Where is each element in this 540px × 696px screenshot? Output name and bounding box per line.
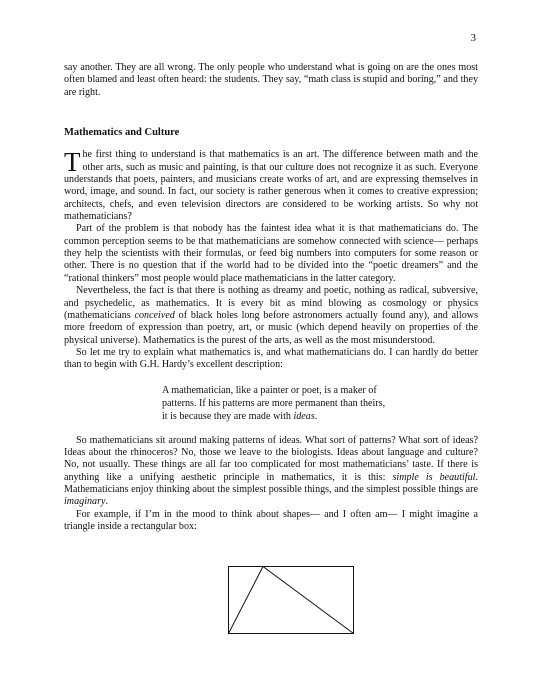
paragraph-3 <box>64 285 478 347</box>
paragraph-5 <box>64 435 478 509</box>
page-number: 3 <box>470 32 476 44</box>
rectangle-box <box>229 567 354 634</box>
paragraph-5-emphasis-2: imaginary <box>64 496 106 508</box>
quote-text-a: A mathematician, like a painter or poet, is a maker of patterns. If his patterns are more permanent than theirs, it is because they are made with <box>162 384 386 422</box>
document-body <box>64 62 478 533</box>
quote-text-b: . <box>314 410 318 422</box>
paragraph-5-emphasis-1: simple is beautiful <box>392 471 476 483</box>
drop-cap: T <box>64 147 81 178</box>
paragraph-3-text-b: of black holes long before astronomers actually found any), and allows more freedom of expression than poetry, art, or music (which depend heavily on properties of the physical universe). Mathematics is the purest of the arts, as well as the most misunderstood. <box>64 309 478 346</box>
hardy-quote <box>162 384 392 423</box>
triangle-in-box-figure <box>228 566 354 634</box>
paragraph-1 <box>64 149 478 223</box>
paragraph-5-text-c: . <box>105 496 109 508</box>
triangle-in-box-diagram <box>228 566 354 634</box>
paragraph-3-text-a: Nevertheless, the fact is that there is nothing as dreamy and poetic, nothing as radical, subversive, and psychedelic, as mathematics. It is every bit as mind blowing as cosmology or physics (mathematicians <box>64 285 478 321</box>
triangle-sides <box>229 567 354 634</box>
paragraph-3-emphasis: conceived <box>134 309 175 321</box>
paragraph-6: For example, if I’m in the mood to think about shapes— and I often am— I might imagine a triangle inside a rectangular box: <box>64 508 478 532</box>
paragraph-2: Part of the problem is that nobody has the faintest idea what it is that mathematicians do. The common perception seems to be that mathematicians are somehow connected with science— perhaps they help the scientists with their formulas, or feed big numbers into computers for some reason or other. There is no question that if the world had to be divided into the “poetic dreamers” and the “rational thinkers” most people would place mathematicians in the latter category. <box>64 223 478 284</box>
paragraph-4: So let me try to explain what mathematics is, and what mathematicians do. I can hardly do better than to begin with G.H. Hardy’s excellent description: <box>64 346 478 371</box>
intro-paragraph: say another. They are all wrong. The only people who understand what is going on are the ones most often blamed and least often heard: the students. They say, “math class is stupid and boring,” and they are right. <box>64 62 478 98</box>
quote-emphasis: ideas <box>293 410 315 422</box>
paragraph-5-text-b: . Mathematicians enjoy thinking about the simplest possible things, and the simplest possible things are <box>64 471 478 495</box>
section-heading: Mathematics and Culture <box>64 127 180 139</box>
paragraph-1-text: he first thing to understand is that mathematics is an art. The difference between math and the other arts, such as music and painting, is that our culture does not recognize it as such. Everyone understands that poets, painters, and musicians create works of art, and are expressing themselves in word, image, and sound. In fact, our society is rather generous when it comes to creative expression; architects, chefs, and even television directors are considered to be working artists. So why not mathematicians? <box>64 149 478 223</box>
paragraph-5-text-a: So mathematicians sit around making patterns of ideas. What sort of patterns? What sort of ideas? Ideas about the rhinoceros? No, those we leave to the biologists. Ideas about language and culture? No, not usually. These things are all far too complicated for most mathematicians’ taste. If there is anything like a unifying aesthetic principle in mathematics, it is this: <box>64 434 478 483</box>
